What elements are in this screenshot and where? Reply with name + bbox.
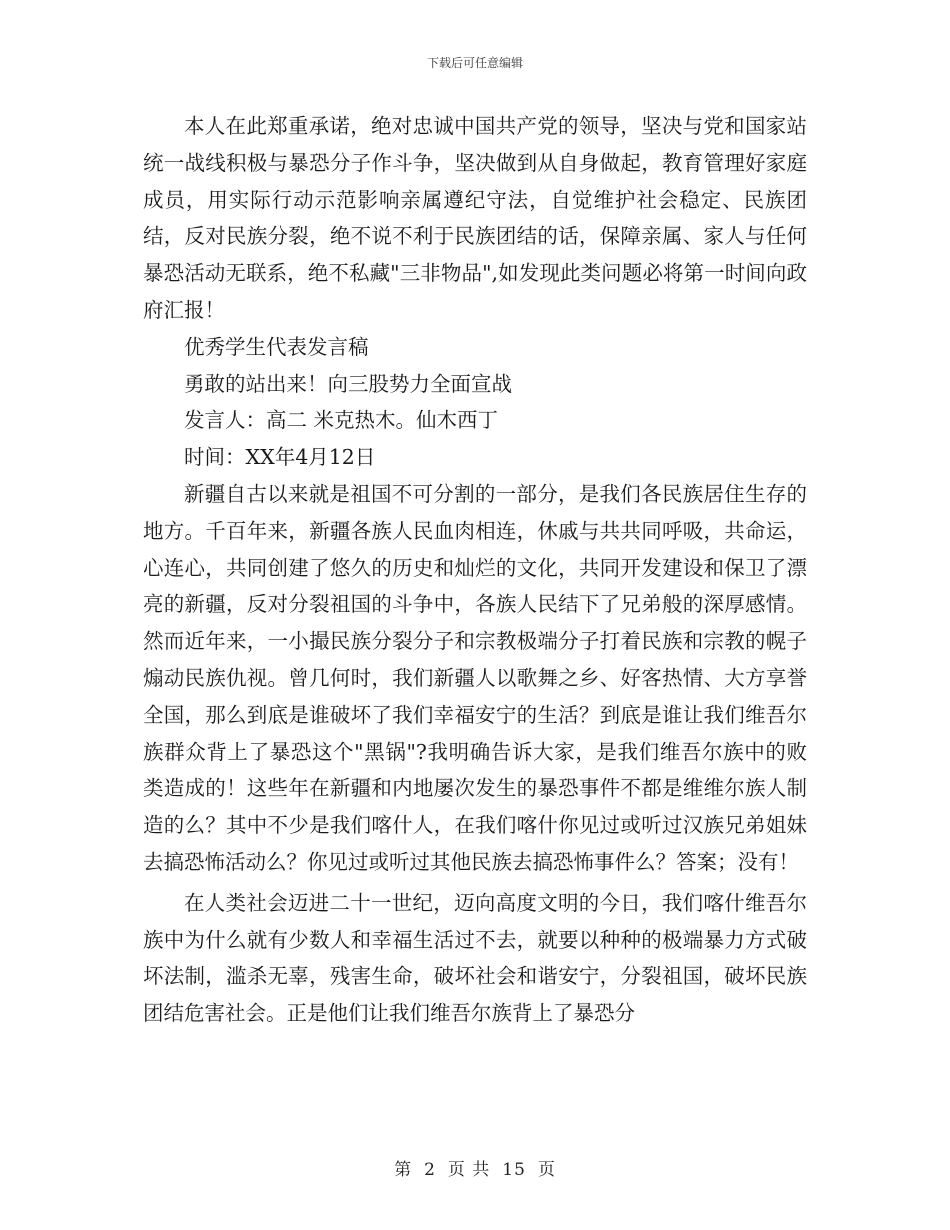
commitment-paragraph: 本人在此郑重承诺，绝对忠诚中国共产党的领导，坚决与党和国家站统一战线积极与暴恐分子作斗争，坚决做到从自身做起，教育管理好家庭成员，用实际行动示范影响亲属遵纪守法，自觉维护社会稳定、民族团结，反对民族分裂，绝不说不利于民族团结的话，保障亲属、家人与任何暴恐活动无联系，绝不私藏"三非物品",如发现此类问题必将第一时间向政府汇报！ xyxy=(143,114,807,322)
footer-page-number: 2 xyxy=(424,1160,436,1180)
body-paragraph-xinjiang: 新疆自古以来就是祖国不可分割的一部分，是我们各民族居住生存的地方。千百年来，新疆各族人民血肉相连，休戚与共共同呼吸，共命运，心连心，共同创建了悠久的历史和灿烂的文化，共同开发建设和保卫了漂亮的新疆，反对分裂祖国的斗争中，各族人民结下了兄弟般的深厚感情。然而近年来，一小撮民族分裂分子和宗教极端分子打着民族和宗教的幌子煽动民族仇视。曾几何时，我们新疆人以歌舞之乡、好客热情、大方享誉全国，那么到底是谁破坏了我们幸福安宁的生活？到底是谁让我们维吾尔族群众背上了暴恐这个"黑锅"?我明确告诉大家，是我们维吾尔族中的败类造成的！这些年在新疆和内地屡次发生的暴恐事件不都是维维尔族人制造的么？其中不少是我们喀什人，在我们喀什你见过或听过汉族兄弟姐妹去搞恐怖活动么？你见过或听过其他民族去搞恐怖事件么？答案；没有！ xyxy=(143,481,807,874)
footer-prefix: 第 xyxy=(394,1160,413,1180)
footer-suffix: 页 xyxy=(537,1160,556,1180)
page-number-footer xyxy=(0,1155,950,1180)
date-line: 时间：XX年4月12日 xyxy=(184,445,376,470)
body-paragraph-century: 在人类社会迈进二十一世纪，迈向高度文明的今日，我们喀什维吾尔族中为什么就有少数人和幸福生活过不去，就要以种种的极端暴力方式破坏法制，滥杀无辜，残害生命，破坏社会和谐安宁，分裂祖国，破坏民族团结危害社会。正是他们让我们维吾尔族背上了暴恐分 xyxy=(143,890,807,1026)
speaker-line: 发言人：高二 米克热木。仙木西丁 xyxy=(184,408,499,433)
speech-subtitle: 勇敢的站出来！向三股势力全面宣战 xyxy=(184,371,512,396)
header-note: 下载后可任意编辑 xyxy=(426,56,523,70)
document-body xyxy=(143,108,807,1032)
footer-total-pages: 15 xyxy=(502,1160,526,1180)
footer-middle: 页 共 xyxy=(447,1160,491,1180)
speech-title: 优秀学生代表发言稿 xyxy=(184,334,369,359)
